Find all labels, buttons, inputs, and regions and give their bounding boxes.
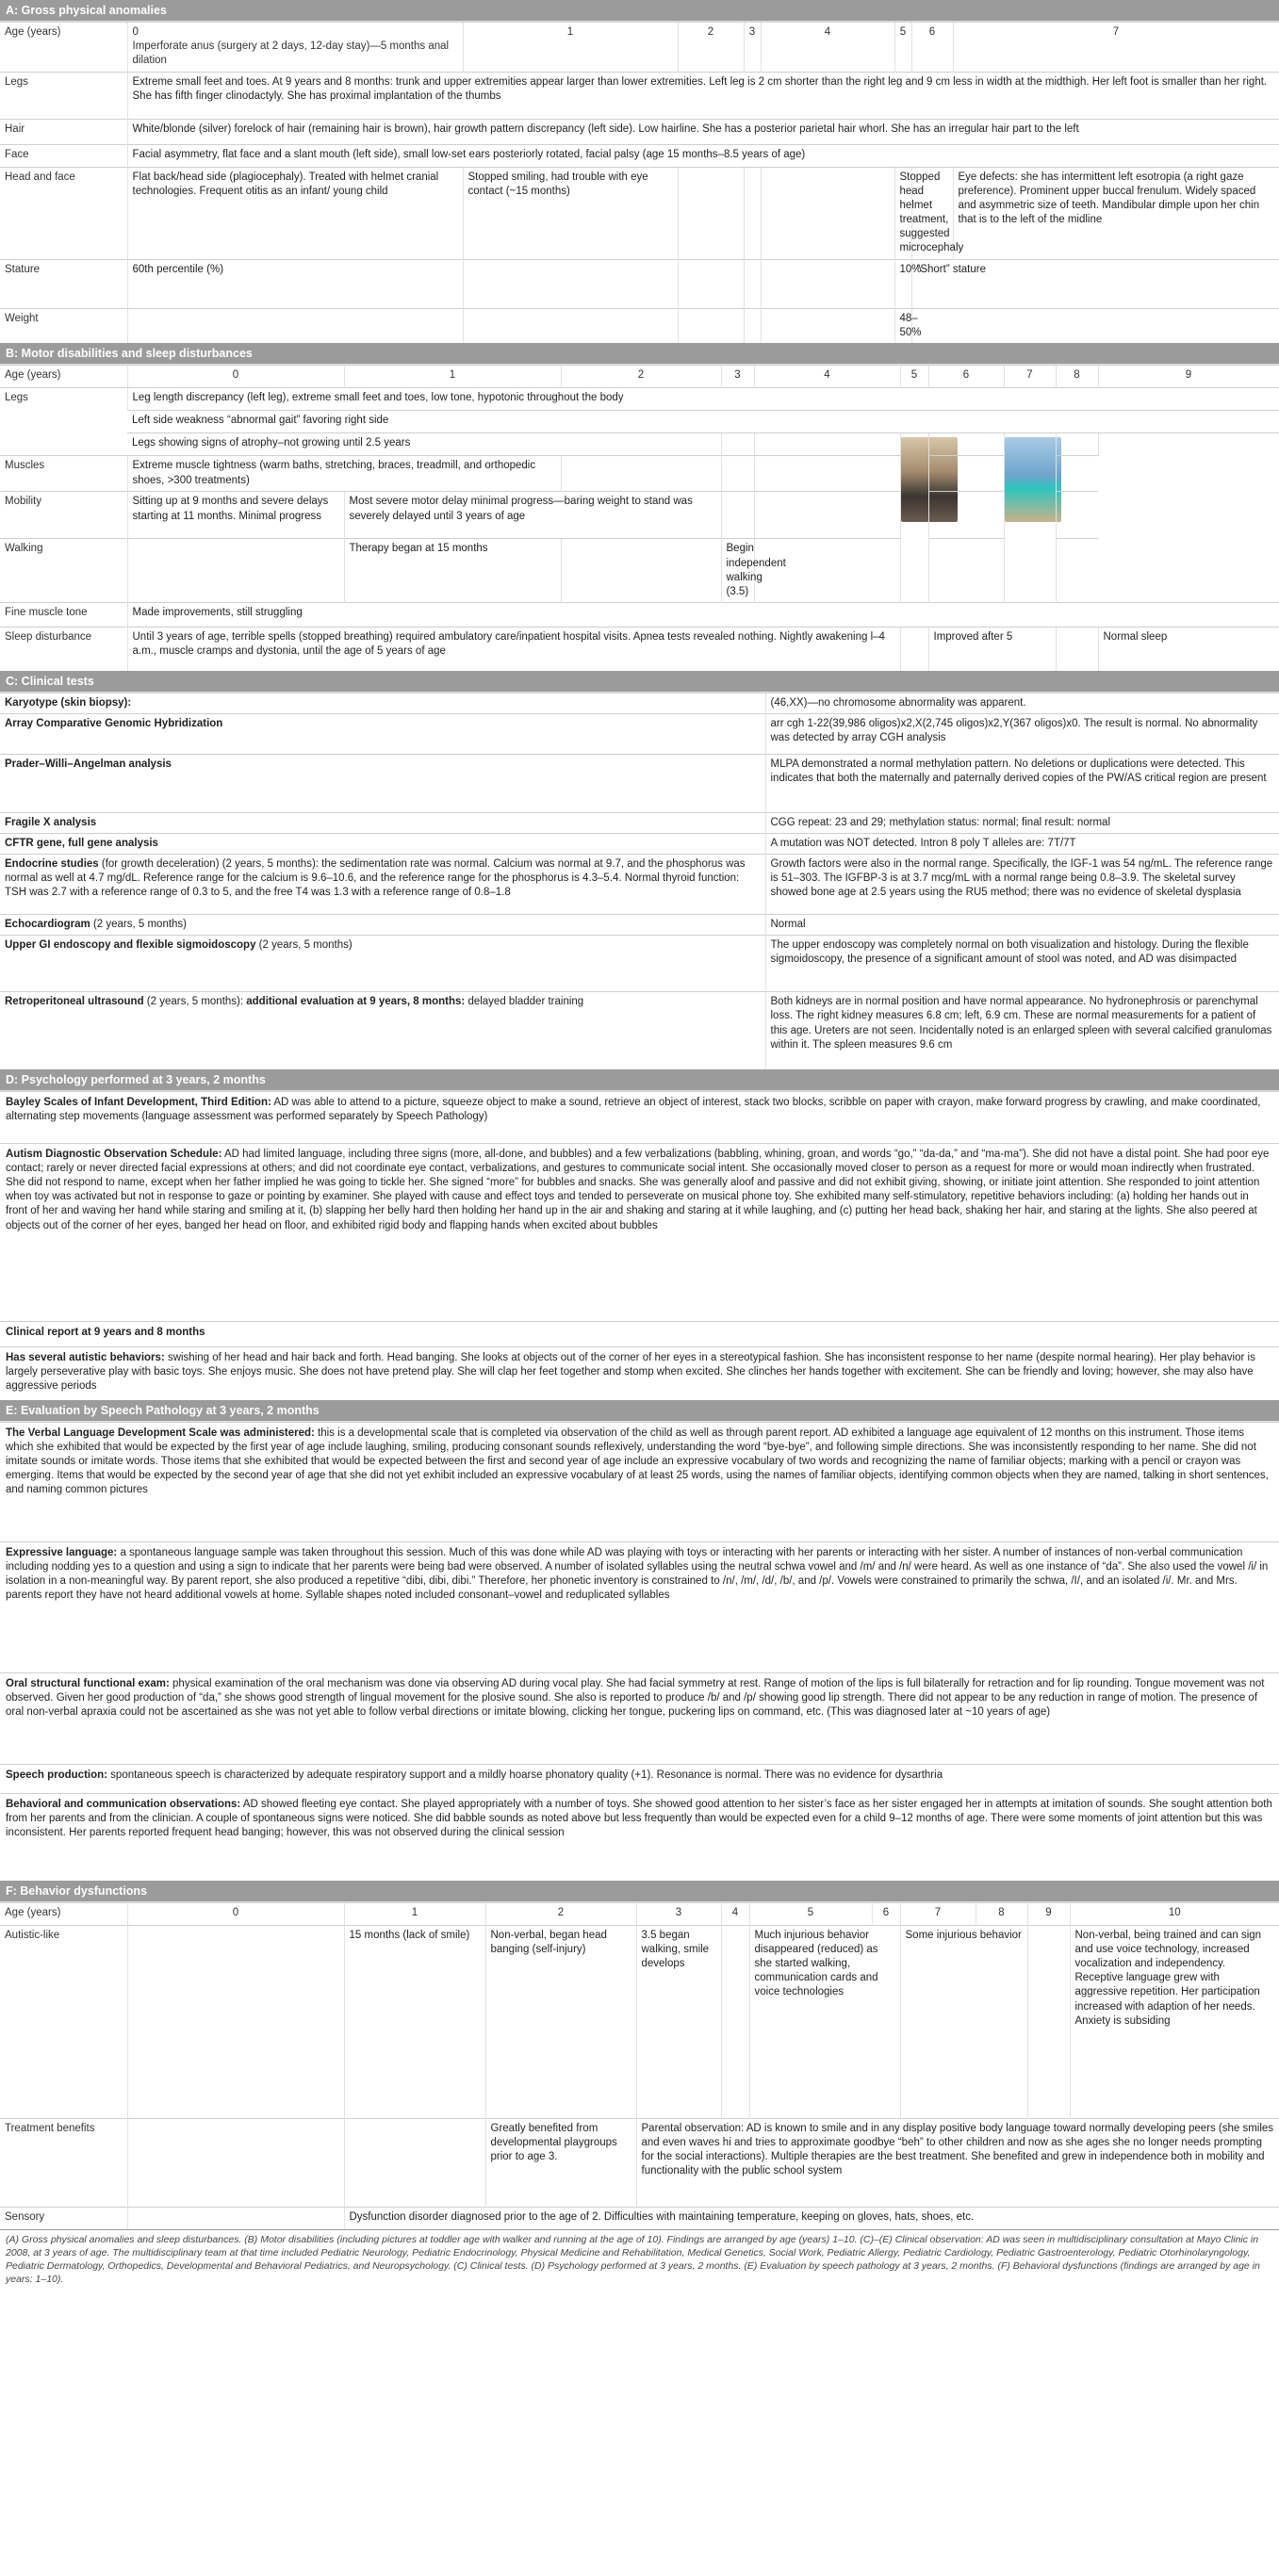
clinical-row <box>0 992 1279 1069</box>
age-0-cell <box>127 23 463 73</box>
autistic-5: Much injurious behavior disappeared (reduced) as she started walking, communication cards and voice technologies <box>749 1925 900 2118</box>
age-0-note: Imperforate anus (surgery at 2 days, 12-day stay)—5 months anal dilation <box>132 41 450 67</box>
speech-heading: The Verbal Language Development Scale was administered: <box>6 1427 315 1439</box>
age-f-0: 0 <box>127 1902 344 1925</box>
treatment-2: Greatly benefited from developmental playgroups prior to age 3. <box>485 2118 636 2207</box>
photo-cell-2 <box>1004 433 1056 603</box>
age-row-b <box>0 366 1279 388</box>
hair-text: White/blonde (silver) forelock of hair (remaining hair is brown), hair growth pattern discrepancy (left side). Low hairline. She has a posterior parietal hair whorl. She has an irregular hair part to the left <box>127 119 1279 144</box>
sleep-9: Normal sleep <box>1098 628 1279 671</box>
speech-text: this is a developmental scale that is completed via observation of the child as well as through parent report. AD exhibited a language age equivalent of 12 months on this instrument. Those items which she exhibited that would be expected by the first year of age include laughing, smiling, producing consonant sounds reflexively, understanding the word “bye-bye”, and following simple directions. She was inconsistently responding to her name. She did not imitate sounds or imitate words. Those items that she exhibited that would be expected between the first and second year of age include an expressive vocabulary of two words and recognizing the name of familiar objects; marking with a pencil or crayon was emerging. Items that would be expected by the second year of age that she did not yet exhibit included an expressive vocabulary of at least 25 words, using the names of familiar objects, identifying common objects when they are named, talking in short sentences, and naming common pictures <box>6 1427 1269 1496</box>
clinical-test-label: Fragile X analysis <box>0 812 765 833</box>
muscles-text: Extreme muscle tightness (warm baths, stretching, braces, treadmill, and orthopedic shoes, >300 treatments) <box>127 456 561 492</box>
clinical-test-name: Retroperitoneal ultrasound <box>5 996 144 1008</box>
treatment-row <box>0 2118 1279 2207</box>
clinical-test-result: The upper endoscopy was completely normal on both visualization and histology. During the flexible sigmoidoscopy, the presence of a significant amount of stool was noted, and AD was disimpacted <box>765 936 1279 992</box>
clinical-test-label: CFTR gene, full gene analysis <box>0 833 765 854</box>
clinical-test-label <box>0 936 765 992</box>
psych-paragraph <box>0 1091 1279 1143</box>
section-e-header: E: Evaluation by Speech Pathology at 3 years, 2 months <box>0 1400 1279 1422</box>
walking-row <box>0 539 1279 603</box>
section-f-header: F: Behavior dysfunctions <box>0 1881 1279 1902</box>
age-f-7: 7 <box>900 1902 976 1925</box>
walking-3: Begin independent walking (3.5) <box>721 539 754 603</box>
age-f-10: 10 <box>1070 1902 1279 1925</box>
age-f-5: 5 <box>749 1902 872 1925</box>
psych-paragraph <box>0 1346 1279 1400</box>
psych-heading: Autism Diagnostic Observation Schedule: <box>6 1148 222 1160</box>
speech-text: spontaneous speech is characterized by adequate respiratory support and a mildly hoarse phonatory quality (+1). Resonance is normal. There was no evidence for dysarthria <box>107 1769 943 1781</box>
sensory-label: Sensory <box>0 2207 127 2229</box>
face-row <box>0 144 1279 167</box>
face-label: Face <box>0 144 127 167</box>
clinical-test-label: Karyotype (skin biopsy): <box>0 693 765 713</box>
weight-label: Weight <box>0 309 127 344</box>
head-face-label: Head and face <box>0 167 127 259</box>
stature-0: 60th percentile (%) <box>127 259 463 309</box>
sleep-7: Improved after 5 <box>928 628 1056 671</box>
autistic-1: 15 months (lack of smile) <box>344 1925 485 2118</box>
autistic-10: Non-verbal, being trained and can sign and use voice technology, increased vocalization and independency. Receptive language grew with aggressive repetition. Her participation increased with adaption of her needs. Anxiety is subsiding <box>1070 1925 1279 2118</box>
fine-text: Made improvements, still struggling <box>127 603 1279 628</box>
clinical-test-name: Echocardiogram <box>5 919 90 931</box>
mobility-label: Mobility <box>0 492 127 539</box>
clinical-test-name-2: additional evaluation at 9 years, 8 months: <box>246 996 466 1008</box>
head-face-0: Flat back/head side (plagiocephaly). Treated with helmet cranial technologies. Frequent otitis as an infant/ young child <box>127 167 463 259</box>
section-b-table <box>0 365 1279 670</box>
photo-beach-1 <box>1005 437 1061 522</box>
legs-b-row-2 <box>0 411 1279 433</box>
section-f-table <box>0 1902 1279 2230</box>
age-5: 5 <box>894 23 911 73</box>
face-text: Facial asymmetry, flat face and a slant mouth (left side), small low-set ears posteriorly rotated, facial palsy (age 15 months–8.5 years of age) <box>127 144 1279 167</box>
age-label: Age (years) <box>0 23 127 73</box>
speech-heading: Speech production: <box>6 1769 107 1781</box>
age-f-8: 8 <box>976 1902 1027 1925</box>
clinical-test-detail: (2 years, 5 months) <box>90 919 188 931</box>
age-b-6: 6 <box>928 366 1004 388</box>
treatment-5: Parental observation: AD is known to smile and in any display positive body language toward normally developing peers (she smiles and even waves hi and tries to approximate goodbye “beh” to other children and now as she ages she no longer needs prompting for the social interactions). Multiple therapies are the best treatment. She benefited and grew in independence both in mobility and functionality with the public school system <box>636 2118 1279 2207</box>
age-b-8: 8 <box>1056 366 1098 388</box>
age-f-3: 3 <box>636 1902 721 1925</box>
weight-row <box>0 309 1279 344</box>
speech-heading: Behavioral and communication observations: <box>6 1798 241 1810</box>
clinical-row <box>0 936 1279 992</box>
psych-text: AD had limited language, including three signs (more, all-done, and bubbles) and a few verbalizations (babbling, whining, groan, and words “go,” “da-da,” and “ma-ma”). She did not have a distal point. She had poor eye contact; rarely or never directed facial expressions at others; and did not coordinate eye contact, verbalizations, and gestures to communicate social intent. She occasionally moved closer to person as a request for more or would moan indirectly when frustrated. She did not respond to name, except when her father implied he was going to tickle her. She signed “more” for bubbles and snacks. She was generally aloof and passive and did not exhibit giving, showing, or initiate joint attention. She responded to joint attention when toy was activated but not in response to gaze or pointing by examiner. She played with cause and effect toys and tended to perseverate on musical phone toy. She exhibited many self-stimulatory, repetitive behaviors including: (a) holding her hands out in front of her and waving her hand while staring and smiling at it, (b) slapping her belly hard then holding her hand up in the air and shaking and staring at it while laughing, and (c) putting her head back, shaking her hair, and staring at the lights. She also peered at objects out of the corner of her eyes, banged her head on floor, and exhibited rigid body and flapping hands when excited about bubbles <box>6 1148 1270 1231</box>
clinical-test-label <box>0 992 765 1069</box>
age-b-0: 0 <box>127 366 344 388</box>
clinical-row <box>0 693 1279 713</box>
clinical-test-result: MLPA demonstrated a normal methylation pattern. No deletions or duplications were detected. This indicates that both the maternally and paternally derived copies of the PW/AS critical region are present <box>765 754 1279 812</box>
psych-paragraph <box>0 1143 1279 1321</box>
psych-paragraph <box>0 1321 1279 1346</box>
mobility-1: Most severe motor delay minimal progress—baring weight to stand was severely delayed until 3 years of age <box>344 492 721 539</box>
autistic-label: Autistic-like <box>0 1925 127 2118</box>
clinical-test-result: Both kidneys are in normal position and have normal appearance. No hydronephrosis or parenchymal loss. The right kidney measures 6.8 cm; left, 6.9 cm. These are normal measurements for a patient of this age. Ureters are not seen. Incidentally noted is an enlarged spleen with several calcified granulomas within it. The spleen measures 9.6 cm <box>765 992 1279 1069</box>
sleep-0: Until 3 years of age, terrible spells (stopped breathing) required ambulatory care/inpatient hospital visits. Apnea tests revealed nothing. Nightly awakening l–4 a.m., muscle cramps and dystonia, until the age of 5 years of age <box>127 628 900 671</box>
mobility-0: Sitting up at 9 months and severe delays starting at 11 months. Minimal progress <box>127 492 344 539</box>
age-b-4: 4 <box>754 366 900 388</box>
psych-text: AD was able to attend to a picture, squeeze object to make a sound, retrieve an object of interest, stack two blocks, scribble on paper with crayon, make forward progress by crawling, and make coordinated, alternating step movements (language assessment was performed separately by Speech Pathology) <box>6 1096 1261 1122</box>
clinical-test-name: Endocrine studies <box>5 858 99 871</box>
speech-paragraph <box>0 1422 1279 1541</box>
age-6: 6 <box>911 23 953 73</box>
age-row <box>0 23 1279 73</box>
speech-paragraph <box>0 1793 1279 1881</box>
autistic-2: Non-verbal, began head banging (self-injury) <box>485 1925 636 2118</box>
speech-text: physical examination of the oral mechanism was done via observing AD during vocal play. She had facial symmetry at rest. Range of motion of the lips is full bilaterally for retraction and for lip rounding. Tongue movement was not observed. Given her good production of “da,” she shows good strength of lingual movement for the plosive sound. She also is reported to produce /b/ and /p/ showing good lip strength. There did not appear to be any reduction in range of motion. The presence of oral non-verbal apraxia could not be ascertained as she was not yet able to follow verbal directions or imitate blowing, clicking her tongue, puckering lips on command, etc. (This was diagnosed later at ~10 years of age) <box>6 1677 1265 1719</box>
autistic-8: Some injurious behavior <box>900 1925 1027 2118</box>
legs-row <box>0 72 1279 119</box>
speech-heading: Oral structural functional exam: <box>6 1677 170 1689</box>
age-0: 0 <box>132 26 139 38</box>
legs-b-2: Left side weakness “abnormal gait” favoring right side <box>127 411 1279 433</box>
clinical-row <box>0 754 1279 812</box>
muscles-row <box>0 456 1279 492</box>
speech-paragraph <box>0 1541 1279 1672</box>
clinical-test-detail: (2 years, 5 months): <box>143 996 247 1008</box>
age-b-3: 3 <box>721 366 754 388</box>
legs-text: Extreme small feet and toes. At 9 years and 8 months: trunk and upper extremities appear larger than lower extremities. Left leg is 2 cm shorter than the right leg and 9 cm less in width at the midthigh. Her left foot is smaller than her right. She has fifth finger clinodactyly. She has proximal implantation of the thumbs <box>127 72 1279 119</box>
clinical-test-label <box>0 855 765 915</box>
age-f-1: 1 <box>344 1902 485 1925</box>
clinical-test-result: arr cgh 1-22(39,986 oligos)x2,X(2,745 oligos)x2,Y(367 oligos)x0. The result is normal. No abnormality was detected by array CGH analysis <box>765 713 1279 754</box>
clinical-test-result: (46,XX)—no chromosome abnormality was apparent. <box>765 693 1279 713</box>
sensory-row <box>0 2207 1279 2229</box>
psych-heading: Bayley Scales of Infant Development, Third Edition: <box>6 1096 271 1108</box>
age-b-9: 9 <box>1098 366 1279 388</box>
age-row-f <box>0 1902 1279 1925</box>
age-label-b: Age (years) <box>0 366 127 388</box>
age-2: 2 <box>678 23 744 73</box>
clinical-test-result: CGG repeat: 23 and 29; methylation status: normal; final result: normal <box>765 812 1279 833</box>
clinical-test-result: A mutation was NOT detected. Intron 8 poly T alleles are: 7T/7T <box>765 833 1279 854</box>
age-label-f: Age (years) <box>0 1902 127 1925</box>
clinical-row <box>0 833 1279 854</box>
clinical-row <box>0 915 1279 936</box>
treatment-label: Treatment benefits <box>0 2118 127 2207</box>
clinical-test-label <box>0 915 765 936</box>
walking-label: Walking <box>0 539 127 603</box>
clinical-test-detail-2: delayed bladder training <box>465 996 584 1008</box>
psych-text: swishing of her head and hair back and forth. Head banging. She looks at objects out of the corner of her eyes in a stereotypical fashion. She has inconsistent response to her name (despite normal hearing). Her play behavior is largely perseverative play with basic toys. She enjoys music. She does not have pretend play. She will clap her feet together and stomp when excited. She clinches her hands together with excitement. She can be friendly and loving; however, she may also have aggressive periods <box>6 1351 1255 1393</box>
age-1: 1 <box>463 23 678 73</box>
legs-label: Legs <box>0 72 127 119</box>
stature-label: Stature <box>0 259 127 309</box>
walking-1: Therapy began at 15 months <box>344 539 561 603</box>
mobility-row <box>0 492 1279 539</box>
head-face-8: Eye defects: she has intermittent left esotropia (a right gaze preference). Prominent upper buccal frenulum. Widely spaced and asymmetric size of teeth. Mandibular dimple upon her chin that is to the left of the midline <box>953 167 1279 259</box>
weight-5: 48–50% <box>894 309 911 344</box>
age-b-2: 2 <box>561 366 721 388</box>
section-c-header: C: Clinical tests <box>0 671 1279 693</box>
clinical-row <box>0 713 1279 754</box>
stature-7: “Short” stature <box>911 259 1279 309</box>
psych-heading: Clinical report at 9 years and 8 months <box>6 1326 205 1338</box>
clinical-test-detail: (for growth deceleration) (2 years, 5 months): the sedimentation rate was normal. Calcium was normal at 9.7, and the phosphorus was normal as well at 4.7 mg/dL. Reference range for the calcium is 9.6–10.6, and the reference range for the phosphorus is 4.3–5.4. Normal thyroid function: TSH was 2.7 with a reference range of 0.3 to 5, and the free T4 was 1.3 with a reference range of 0.8–1.8 <box>5 858 746 899</box>
age-f-4: 4 <box>721 1902 749 1925</box>
legs-b-label: Legs <box>0 388 127 456</box>
speech-paragraph <box>0 1764 1279 1793</box>
clinical-test-result: Growth factors were also in the normal range. Specifically, the IGF-1 was 54 ng/mL. The reference range is 51–303. The IGFBP-3 is at 3.7 mcg/mL with a normal range being 0.8–3.9. The skeletal survey showed bone age at 2.5 years using the RU5 method; there was no evidence of skeletal dysplasia <box>765 855 1279 915</box>
head-face-5: Stopped head helmet treatment, suggested microcephaly <box>894 167 911 259</box>
clinical-test-result: Normal <box>765 915 1279 936</box>
clinical-test-label: Prader–Willi–Angelman analysis <box>0 754 765 812</box>
sleep-label: Sleep disturbance <box>0 628 127 671</box>
legs-b-row-3 <box>0 433 1279 456</box>
hair-row <box>0 119 1279 144</box>
stature-6: 10% <box>894 259 911 309</box>
autistic-row <box>0 1925 1279 2118</box>
sensory-text: Dysfunction disorder diagnosed prior to the age of 2. Difficulties with maintaining temperature, keeping on gloves, hats, shoes, etc. <box>344 2207 1279 2229</box>
sleep-row <box>0 628 1279 671</box>
photo-cell-1 <box>900 433 928 603</box>
age-b-1: 1 <box>344 366 561 388</box>
speech-text: AD showed fleeting eye contact. She played appropriately with a number of toys. She showed good attention to her sister’s face as her sister engaged her in attempts at imitation of sounds. She sought attention both from her parents and from the clinician. A couple of spontaneous signs were noticed. She did babble sounds as noted above but less frequently than would be expected even for a child 9–12 months of age. There were some moments of joint attention but this was inconsistent. Her parents reported frequent head banging; however, this was not observed during the clinical session <box>6 1798 1272 1839</box>
age-3: 3 <box>744 23 761 73</box>
speech-paragraph <box>0 1672 1279 1764</box>
clinical-test-label: Array Comparative Genomic Hybridization <box>0 713 765 754</box>
hair-label: Hair <box>0 119 127 144</box>
age-f-2: 2 <box>485 1902 636 1925</box>
age-f-6: 6 <box>872 1902 900 1925</box>
muscles-label: Muscles <box>0 456 127 492</box>
clinical-test-name: Upper GI endoscopy and flexible sigmoidoscopy <box>5 939 256 952</box>
section-b-header: B: Motor disabilities and sleep disturbances <box>0 343 1279 365</box>
age-b-7: 7 <box>1004 366 1056 388</box>
head-face-1: Stopped smiling, had trouble with eye contact (~15 months) <box>463 167 678 259</box>
section-d-header: D: Psychology performed at 3 years, 2 months <box>0 1069 1279 1091</box>
fine-label: Fine muscle tone <box>0 603 127 628</box>
head-face-row <box>0 167 1279 259</box>
table-footnote: (A) Gross physical anomalies and sleep disturbances. (B) Motor disabilities (including pictures at toddler age with walker and running at the age of 10). Findings are arranged by age (years) 1–10. (C)–(E) Clinical observation: AD was seen in multidisciplinary consultation at Mayo Clinic in 2008, at 3 years of age. The multidisciplinary team at that time included Pediatric Neurology, Pediatric Endocrinology, Physical Medicine and Rehabilitation, Medical Genetics, Social Work, Pediatric Allergy, Pediatric Cardiology, Pediatric Gastroenterology, Pediatric Otorhinolaryngology, Pediatric Dermatology, Orthopedics, Developmental and Behavioral Pediatrics, and Neuropsychology. (C) Clinical tests. (D) Psychology performed at 3 years, 2 months. (E) Evaluation by speech pathology at 3 years, 2 months. (F) Behavioral dysfunctions (findings are arranged by age in years: 1–10). <box>0 2229 1279 2290</box>
section-c-table <box>0 693 1279 1069</box>
speech-heading: Expressive language: <box>6 1546 118 1558</box>
age-b-5: 5 <box>900 366 928 388</box>
age-7: 7 <box>953 23 1279 73</box>
legs-b-row-1 <box>0 388 1279 411</box>
age-f-9: 9 <box>1027 1902 1070 1925</box>
legs-b-1: Leg length discrepancy (left leg), extreme small feet and toes, low tone, hypotonic throughout the body <box>127 388 1279 411</box>
autistic-3: 3.5 began walking, smile develops <box>636 1925 721 2118</box>
age-4: 4 <box>761 23 894 73</box>
clinical-row <box>0 855 1279 915</box>
clinical-row <box>0 812 1279 833</box>
legs-b-3: Legs showing signs of atrophy–not growing until 2.5 years <box>127 433 721 456</box>
section-a-header: A: Gross physical anomalies <box>0 0 1279 22</box>
clinical-test-detail: (2 years, 5 months) <box>255 939 353 952</box>
psych-heading: Has several autistic behaviors: <box>6 1351 165 1363</box>
speech-text: a spontaneous language sample was taken throughout this session. Much of this was done while AD was playing with toys or interacting with her parents or interacting with her sister. A number of instances of non-verbal communication including nodding yes to a question and using a sign to indicate that her parents were being bad were observed. A number of isolated syllables using the neutral schwa vowel and /m/ and /n/ were heard. As well as one instance of “da”. She also used the vowel /i/ in isolation in a non-meaningful way. By parent report, she also produced a repetitive “dibi, dibi, dibi.” Therefore, her phonetic inventory is constrained to /n/, /m/, /d/, /b/, and /p/. Vowels were constrained to primarily the schwa, /I/, and an isolated /i/. Mr. and Mrs. parents report they have not heard additional vowels at home. Syllable shapes noted included consonant–vowel and reduplicated syllables <box>6 1546 1269 1602</box>
section-a-table <box>0 22 1279 343</box>
fine-row <box>0 603 1279 628</box>
stature-row <box>0 259 1279 309</box>
